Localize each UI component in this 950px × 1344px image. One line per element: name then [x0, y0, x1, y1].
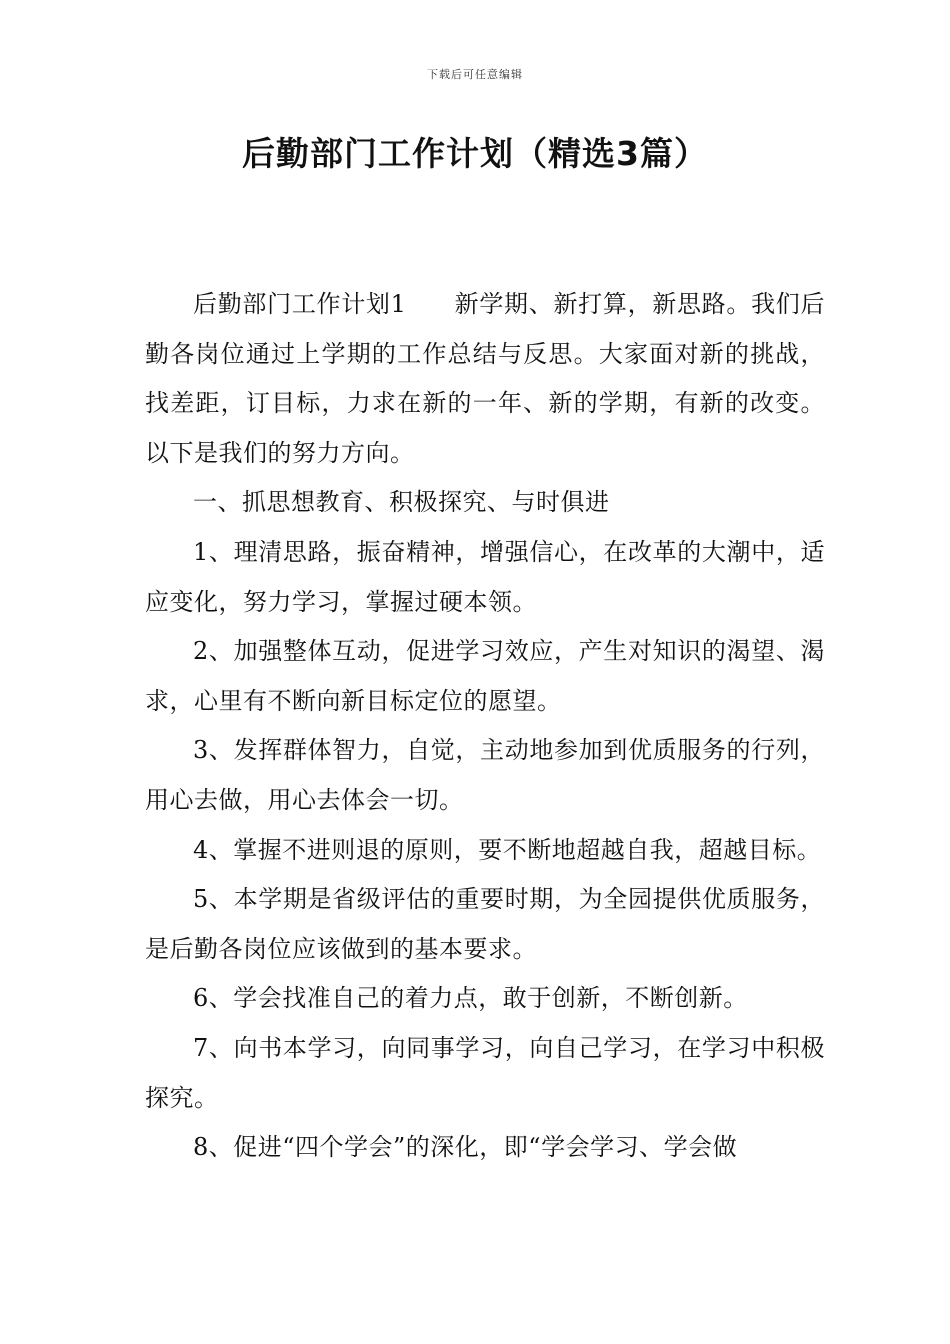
- list-item: 7、向书本学习，向同事学习，向自己学习，在学习中积极探究。: [145, 1033, 825, 1112]
- list-item: 3、发挥群体智力，自觉，主动地参加到优质服务的行列，用心去做，用心去体会一切。: [145, 736, 825, 814]
- list-item: 4、掌握不进则退的原则，要不断地超越自我，超越目标。: [193, 835, 822, 864]
- list-item: 1、理清思路，振奋精神，增强信心，在改革的大潮中，适应变化，努力学习，掌握过硬本领。: [145, 537, 825, 616]
- intro-text: 新学期、新打算，新思路。我们后勤各岗位通过上学期的工作总结与反思。大家面对新的挑战，找差距，订目标，力求在新的一年、新的学期，有新的改变。以下是我们的努力方向。: [145, 290, 825, 467]
- intro-paragraph: [145, 280, 825, 478]
- list-item: 8、促进“四个学会”的深化，即“学会学习、学会做: [193, 1133, 738, 1162]
- section-heading: 一、抓思想教育、积极探究、与时俱进: [193, 488, 610, 517]
- list-item: 6、学会找准自己的着力点，敢于创新，不断创新。: [193, 984, 748, 1013]
- section-subtitle: 后勤部门工作计划1: [193, 290, 407, 318]
- document-title: 后勤部门工作计划（精选3篇）: [242, 134, 708, 173]
- list-item: 5、本学期是省级评估的重要时期，为全园提供优质服务，是后勤各岗位应该做到的基本要求。: [145, 885, 825, 963]
- header-note: 下载后可任意编辑: [427, 68, 523, 81]
- list-item: 2、加强整体互动，促进学习效应，产生对知识的渴望、渴求，心里有不断向新目标定位的愿望。: [145, 637, 825, 715]
- document-body: [145, 280, 825, 1173]
